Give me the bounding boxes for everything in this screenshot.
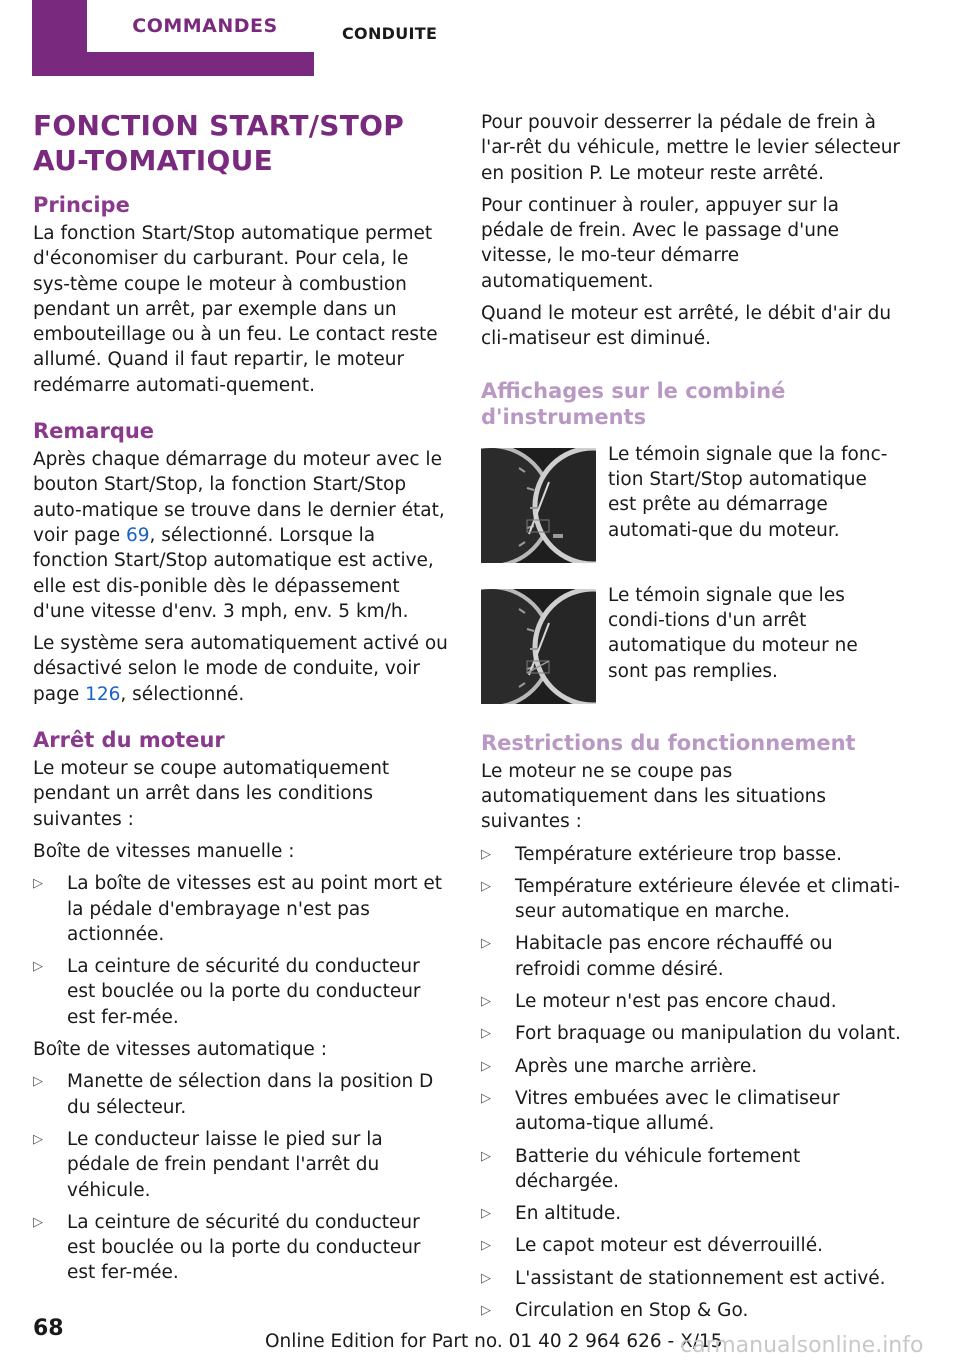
- label-manual: Boîte de vitesses manuelle :: [33, 840, 295, 862]
- watermark: carmanualsonline.info: [680, 1333, 924, 1358]
- heading-affichages: Affichages sur le combiné d'instruments: [481, 378, 786, 429]
- list-item: [481, 842, 901, 867]
- list-item: [481, 931, 901, 982]
- label-auto: Boîte de vitesses automatique :: [33, 1039, 327, 1061]
- list-restrictions: [481, 842, 901, 1324]
- list-item-text: Batterie du véhicule fortement déchargée.: [515, 1145, 801, 1192]
- list-item-text: Manette de sélection dans la position D du sélecteur.: [67, 1071, 434, 1118]
- section-remarque: [33, 418, 451, 707]
- list-item: [481, 1054, 901, 1079]
- list-item-text: La ceinture de sécurité du conducteur est bouclée ou la porte du conducteur est fer-mée.: [67, 1211, 421, 1284]
- bullet-icon: ▷: [481, 1090, 491, 1106]
- list-item-text: Habitacle pas encore réchauffé ou refroidi comme désiré.: [515, 933, 833, 980]
- section-affichages: [481, 378, 901, 704]
- list-item: [481, 1201, 901, 1226]
- list-item: [481, 1021, 901, 1046]
- heading-restrictions: Restrictions du fonctionnement: [481, 730, 856, 755]
- page-link-126[interactable]: 126: [85, 683, 121, 705]
- right-column: [481, 110, 901, 1343]
- bullet-icon: ▷: [481, 846, 491, 862]
- text-remarque-2-a: Le système sera automatiquement activé ou désactivé selon le mode de conduite, voir page: [33, 633, 448, 705]
- list-manual: [33, 871, 451, 1030]
- text-right-2: Pour continuer à rouler, appuyer sur la pédale de frein. Avec le passage d'une vitesse, le mo-teur démarre automatiquement.: [481, 194, 840, 292]
- list-item-text: Circulation en Stop & Go.: [515, 1300, 749, 1322]
- list-auto: [33, 1069, 451, 1285]
- gauge-ready-icon: [481, 448, 596, 563]
- list-item-text: La boîte de vitesses est au point mort et la pédale d'embrayage n'est pas actionnée.: [67, 873, 443, 945]
- gauge-not-ready-icon: [481, 589, 596, 704]
- bullet-icon: ▷: [481, 936, 491, 952]
- page-number: 68: [33, 1316, 64, 1341]
- bullet-icon: ▷: [481, 994, 491, 1010]
- list-item: [481, 1298, 901, 1323]
- list-item: [33, 1069, 451, 1120]
- bullet-icon: ▷: [33, 1074, 43, 1090]
- list-item-text: Température extérieure élevée et climati-seur automatique en marche.: [515, 875, 900, 923]
- list-item-text: La ceinture de sécurité du conducteur est bouclée ou la porte du conducteur est fer-mée.: [67, 956, 421, 1028]
- list-item: [481, 989, 901, 1014]
- list-item-text: Le capot moteur est déverrouillé.: [515, 1235, 823, 1257]
- bullet-icon: ▷: [33, 876, 43, 892]
- list-item: [33, 1127, 451, 1203]
- list-item-text: Vitres embuées avec le climatiseur automa-tique allumé.: [515, 1087, 840, 1135]
- bullet-icon: ▷: [481, 1303, 491, 1319]
- text-gauge-1: Le témoin signale que la fonc-tion Start/Stop automatique est prête au démarrage automati-que du moteur.: [608, 443, 888, 541]
- list-item-text: L'assistant de stationnement est activé.: [515, 1267, 886, 1289]
- text-arret-intro: Le moteur se coupe automatiquement pendant un arrêt dans les conditions suivantes :: [33, 758, 390, 830]
- bullet-icon: ▷: [481, 1058, 491, 1074]
- heading-principe: Principe: [33, 193, 130, 217]
- text-remarque-2: [33, 631, 451, 707]
- header-tab-second: CONDUITE: [342, 24, 438, 43]
- header-tab-active: [32, 0, 314, 76]
- list-item: [481, 1086, 901, 1137]
- text-remarque-2-b: , sélectionné.: [120, 683, 245, 705]
- bullet-icon: ▷: [33, 1131, 43, 1147]
- list-item-text: Température extérieure trop basse.: [515, 843, 843, 865]
- bullet-icon: ▷: [481, 1238, 491, 1254]
- text-right-3: Quand le moteur est arrêté, le débit d'air du cli-matiseur est diminué.: [481, 303, 892, 350]
- heading-remarque: Remarque: [33, 419, 155, 444]
- section-principe: [33, 192, 451, 398]
- text-remarque-1: [33, 447, 451, 624]
- bullet-icon: ▷: [481, 1270, 491, 1286]
- bullet-icon: ▷: [33, 959, 43, 975]
- text-remarque-1-b: , sélectionné. Lorsque la fonction Start/Stop automatique est active, elle est dis-ponible dès le dépassement d'une vitesse d'env. 3 mph, env. 5 km/h.: [33, 524, 434, 622]
- list-item: [481, 874, 901, 925]
- section-restrictions: [481, 730, 901, 1324]
- list-item: [33, 1210, 451, 1286]
- list-item: [481, 1144, 901, 1195]
- list-item-text: Fort braquage ou manipulation du volant.: [515, 1023, 901, 1045]
- page-title: FONCTION START/STOP AU-TOMATIQUE: [33, 109, 405, 177]
- text-restrictions-intro: Le moteur ne se coupe pas automatiquement dans les situations suivantes :: [481, 760, 827, 833]
- bullet-icon: ▷: [33, 1214, 43, 1230]
- list-item-text: Le moteur n'est pas encore chaud.: [515, 991, 837, 1013]
- list-item: [33, 954, 451, 1030]
- bullet-icon: ▷: [481, 1026, 491, 1042]
- list-item: [33, 871, 451, 947]
- bullet-icon: ▷: [481, 878, 491, 894]
- list-item-text: Après une marche arrière.: [515, 1055, 758, 1077]
- heading-arret: Arrêt du moteur: [33, 728, 225, 753]
- bullet-icon: ▷: [481, 1206, 491, 1222]
- list-item: [481, 1233, 901, 1258]
- left-column: [33, 108, 451, 1306]
- footer-edition: Online Edition for Part no. 01 40 2 964 626 - X/15: [265, 1331, 723, 1352]
- list-item-text: Le conducteur laisse le pied sur la pédale de frein pendant l'arrêt du véhicule.: [67, 1128, 383, 1201]
- list-item: [481, 1266, 901, 1291]
- section-arret: [33, 727, 451, 1286]
- list-item-text: En altitude.: [515, 1203, 622, 1225]
- bullet-icon: ▷: [481, 1148, 491, 1164]
- page-link-69[interactable]: 69: [125, 524, 150, 546]
- text-right-1: Pour pouvoir desserrer la pédale de frein à l'ar-rêt du véhicule, mettre le levier sélecteur en position P. Le moteur reste arrêté.: [481, 112, 901, 184]
- text-remarque-1-a: Après chaque démarrage du moteur avec le bouton Start/Stop, la fonction Start/Stop auto-matique se trouve dans le dernier état, voir page: [33, 449, 445, 546]
- header-tab-active-label: COMMANDES: [87, 0, 323, 52]
- gauge-row-1: [481, 442, 901, 563]
- gauge-row-2: [481, 583, 901, 704]
- text-gauge-2: Le témoin signale que les condi-tions d'un arrêt automatique du moteur ne sont pas remplies.: [608, 584, 858, 682]
- text-principe: La fonction Start/Stop automatique permet d'économiser du carburant. Pour cela, le sys-tème coupe le moteur à combustion pendant un arrêt, par exemple dans un embouteillage ou à un feu. Le contact reste allumé. Quand il faut repartir, le moteur redémarre automati-quement.: [33, 223, 438, 396]
